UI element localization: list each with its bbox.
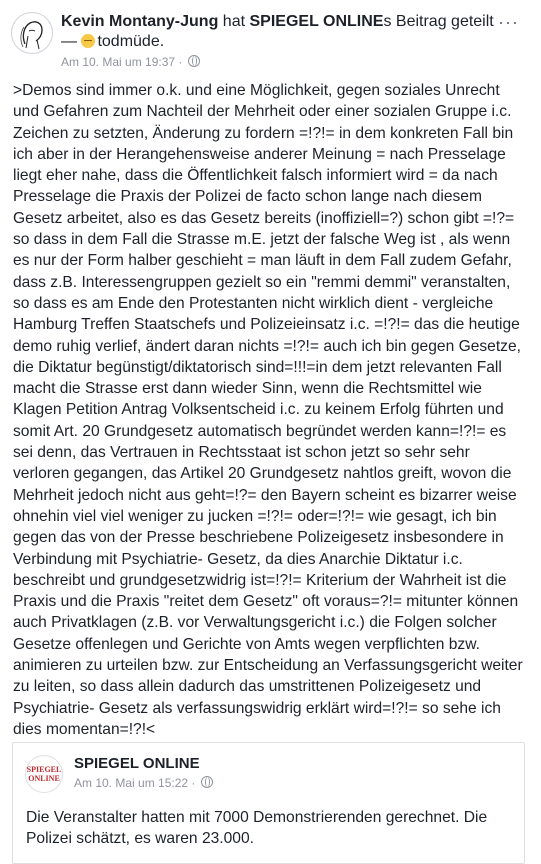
globe-icon [201, 776, 213, 788]
shared-meta-separator: · [191, 776, 196, 790]
globe-icon [188, 55, 200, 67]
shared-source-link[interactable]: SPIEGEL ONLINE [249, 13, 384, 30]
shared-verb: hat [222, 13, 246, 30]
spiegel-online-logo[interactable] [25, 755, 63, 793]
logo-line2: ONLINE [28, 774, 60, 783]
feeling-line [61, 32, 164, 52]
sleepy-face-icon [81, 34, 95, 48]
meta-separator: · [178, 55, 183, 69]
feeling-dash: — [61, 33, 77, 50]
author-avatar[interactable] [11, 12, 53, 54]
post-body-text: >Demos sind immer o.k. und eine Möglichkeit, gegen soziales Unrecht und Gefahren zum Nachteil der Mehrheit oder einer sozialen Gruppe i.c. Zeichen zu setzten, Änderung zu fordern =!?!= in dem konkreten Fall bin ich aber in der Herangehensweise anderer Meinung = nach Presselage liegt eher nahe, dass die Öffentlichkeit falsch informiert wird = da nach Presselage die Praxis der Polizei de facto schon lange nach diesem Gesetz arbeitet, also es das Gesetz bereits (inoffiziell=?) schon gibt =!?= so dass in dem Fall die Strasse m.E. jetzt der falsche Weg ist , als wenn es nur der Form halber geschieht = man läuft in dem Fall zudem Gefahr, dass z.B. Interessengruppen gezielt so ein "remmi demmi" veranstalten, so dass es am Ende den Protestanten nicht wirklich dient - vergleiche Hamburg Treffen Staatschefs und Polizeieinsatz i.c. =!?!= das die heutige demo ruhig verlief, ändert daran nichts =!?!= auch ich bin gegen Gesetze, die Diktatur begünstigt/diktatorisch sind=!!!=in dem jetzt relevanten Fall macht die Strasse erst dann wieder Sinn, wenn die Rechtsmittel wie Klagen Petition Antrag Volksentscheid i.c. zu keinem Erfolg führten und somit Art. 20 Grundgesetz automatisch begründet werden kann=!?!= es sei denn, das Vertrauen in Rechtsstaat ist schon jetzt so sehr sehr verloren gegangen, das Artikel 20 Grundgesetz nahtlos greift, wovon die Mehrheit jedoch nicht aus geht=!?= den Bayern scheint es bizarrer weise ohnehin viel viel weniger zu jucken =!?!= oder=!?!= wie gesagt, ich bin gegen das von der Presse beschriebene Polizeigesetz insbesondere in Verbindung mit Psychiatrie- Gesetz, da dies Anarchie Diktatur i.c. beschreibt und grundgesetzwidrig ist=!?!= Kriterium der Wahrheit ist die Praxis und die Praxis "reitet dem Gesetz" oft voraus=?!= mitunter können auch Privatklagen (z.B. vor Verwaltungsgericht i.c.) die Folgen solcher Gesetze offenlegen und Gerichte von Amts wegen verpflichten bzw. animieren zu urteilen bzw. zur Entscheidung an Verfassungsgericht weiter zu leiten, so dass allein dadurch das umstrittenen Polizeigesetz und Psychiatrie- Gesetz als verfassungswidrig erklärt wird=!?!= so sehe ich dies momentan=!?!< [13, 82, 523, 738]
author-name-link[interactable]: Kevin Montany-Jung [61, 13, 219, 30]
shared-suffix: s Beitrag geteilt [383, 13, 494, 30]
shared-post-timestamp-link[interactable]: Am 10. Mai um 15:22 [74, 776, 189, 790]
logo-line1: SPIEGEL [26, 765, 62, 774]
shared-post-text: Die Veranstalter hatten mit 7000 Demonstrierenden gerechnet. Die Polizei schätzt, es waren 23.000. [26, 809, 488, 847]
post-meta [61, 55, 200, 69]
feeling-text: todmüde. [97, 33, 165, 50]
post-header [0, 0, 541, 74]
shared-post-card[interactable] [12, 742, 525, 864]
post-timestamp-link[interactable]: Am 10. Mai um 19:37 [61, 55, 176, 69]
shared-post-meta [74, 776, 213, 790]
sketch-portrait-icon [12, 13, 52, 53]
more-options-button[interactable]: ··· [498, 12, 519, 32]
shared-page-name-link[interactable]: SPIEGEL ONLINE [74, 755, 200, 772]
share-headline [61, 12, 494, 32]
